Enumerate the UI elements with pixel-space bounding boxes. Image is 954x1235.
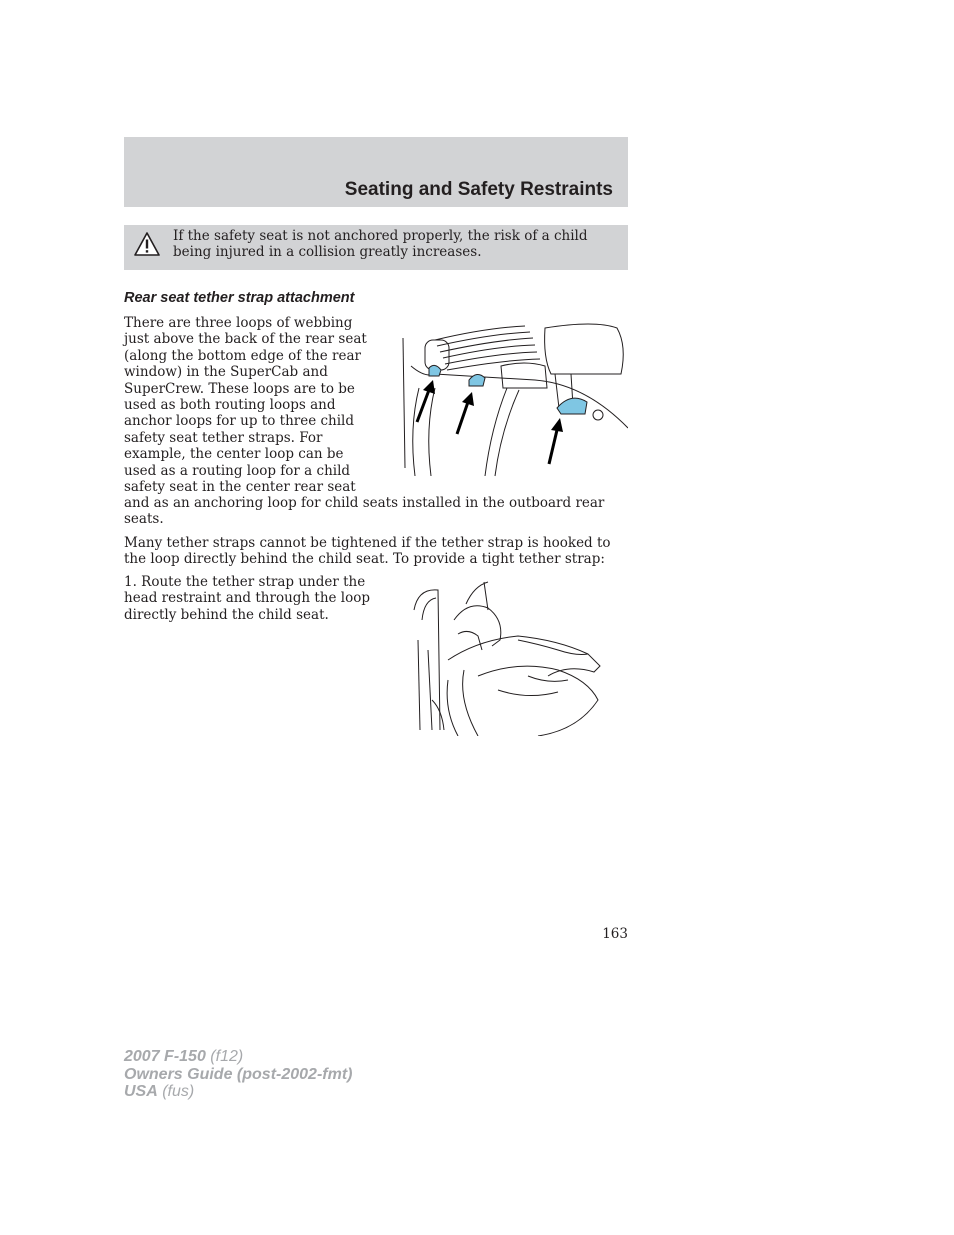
footer-model: 2007 F-150 [124,1048,206,1065]
document-footer [124,1048,352,1101]
footer-line-guide [124,1066,352,1084]
warning-box [124,225,628,270]
paragraph-tether-loops-continued: and as an anchoring loop for child seats installed in the outboard rear seats. [124,495,605,528]
section-title: Seating and Safety Restraints [344,179,613,200]
paragraph-tight-tether: Many tether straps cannot be tightened if the tether strap is hooked to the loop directly behind the child seat. To provide a tight tether strap: [124,535,611,568]
footer-line-model [124,1048,352,1066]
page-number: 163 [602,926,628,942]
footer-market: USA [124,1083,158,1100]
subsection-heading: Rear seat tether strap attachment [124,290,355,306]
footer-line-market [124,1083,352,1101]
section-header-band [124,137,628,207]
routing-tether-strap-illustration [408,580,606,736]
step-1-route-strap: 1. Route the tether strap under the head restraint and through the loop directly behind the child seat. [124,574,371,623]
warning-triangle-icon [134,231,160,257]
rear-seat-loops-illustration [395,318,628,478]
footer-guide: Owners Guide (post-2002-fmt) [124,1065,353,1083]
footer-model-code: (f12) [205,1048,244,1065]
warning-text: If the safety seat is not anchored properly, the risk of a child being injured in a collision greatly increases. [173,228,588,261]
footer-market-code: (fus) [157,1083,195,1100]
paragraph-tether-loops: There are three loops of webbing just above the back of the rear seat (along the bottom edge of the rear window) in the SuperCab and SuperCrew. These loops are to be used as both routing loops and anchor loops for up to three child safety seat tether straps. For example, the center loop can be used as a routing loop for a child safety seat in the center rear seat [124,315,367,496]
